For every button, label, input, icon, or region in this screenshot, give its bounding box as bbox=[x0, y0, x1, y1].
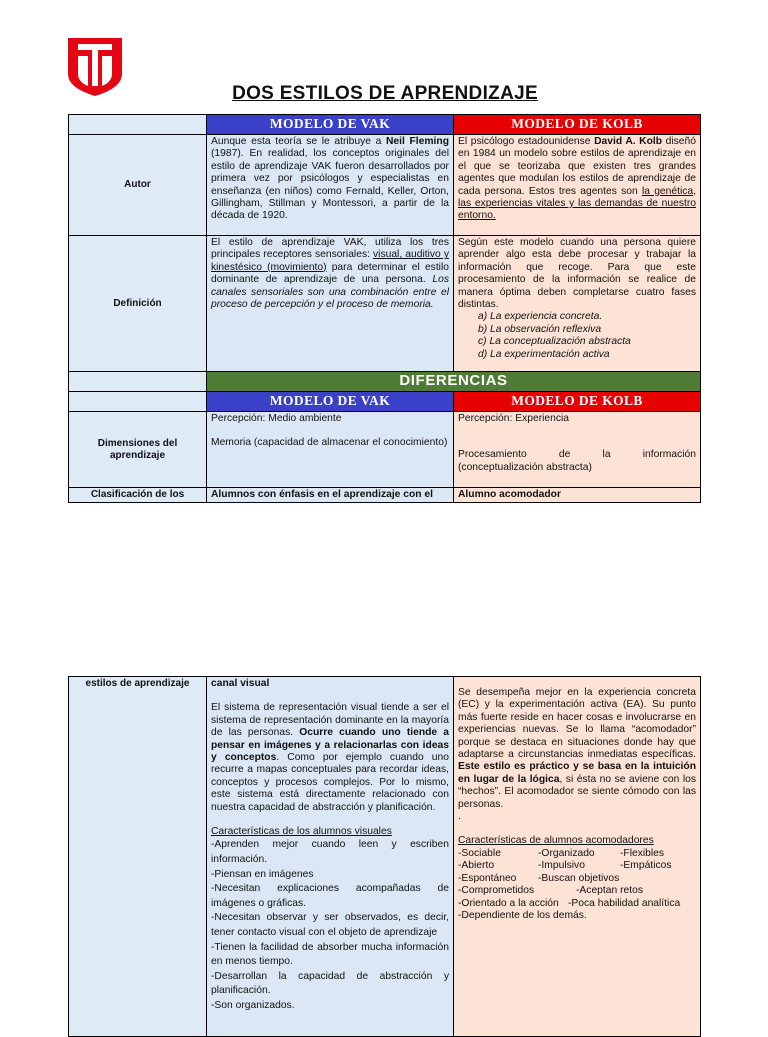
header-vak-2: MODELO DE VAK bbox=[207, 392, 454, 412]
row-label-dimensiones: Dimensiones del aprendizaje bbox=[69, 412, 207, 488]
header-kolb-2: MODELO DE KOLB bbox=[454, 392, 701, 412]
differences-blank bbox=[69, 372, 207, 392]
row-label-clasificacion-bottom: estilos de aprendizaje bbox=[69, 677, 207, 1037]
clasificacion-kolb-heading: Alumno acomodador bbox=[454, 488, 701, 503]
differences-header: DIFERENCIAS bbox=[207, 372, 701, 392]
row-label-clasificacion-top: Clasificación de los bbox=[69, 488, 207, 503]
dimensiones-kolb-cell: Percepción: Experiencia Procesamiento de la información (conceptualización abstracta) bbox=[454, 412, 701, 488]
autor-vak-cell: Aunque esta teoría se le atribuye a Neil Fleming (1987). En realidad, los conceptos originales del estilo de aprendizaje VAK fueron desarrollados por primera vez por psicólogos y especialistas en enseñanza (en niños) como Fernald, Keller, Orton, Gillingham, Stillman y Montessori, a partir de la década de 1920. bbox=[207, 135, 454, 236]
header-blank bbox=[69, 115, 207, 135]
autor-kolb-cell: El psicólogo estadounidense David A. Kolb diseñó en 1984 un modelo sobre estilos de aprendizaje en el que se teorizaba que existen tres grandes agentes que modulan los estilos de aprendizaje de cada persona. Estos tres agentes son la genética, las experiencias vitales y las demandas de nuestro entorno. bbox=[454, 135, 701, 236]
clasificacion-vak-heading: Alumnos con énfasis en el aprendizaje con el bbox=[207, 488, 454, 503]
header-kolb: MODELO DE KOLB bbox=[454, 115, 701, 135]
definicion-vak-cell: El estilo de aprendizaje VAK, utiliza los tres principales receptores sensoriales: visual, auditivo y kinestésico (movimiento) para determinar el estilo dominante de aprendizaje de una persona. Los canales sensoriales son una combinación entre el proceso de percepción y el proceso de memoria. bbox=[207, 236, 454, 372]
header-vak: MODELO DE VAK bbox=[207, 115, 454, 135]
kolb-phases-list: a) La experiencia concreta. b) La observación reflexiva c) La conceptualización abstracta d) La experimentación activa bbox=[478, 311, 631, 360]
clasificacion-vak-cell: canal visual El sistema de representación visual tiende a ser el sistema de representación dominante en la mayoría de las personas. Ocurre cuando uno tiende a pensar en imágenes y a relacionarlas con ideas y conceptos. Como por ejemplo cuando uno recurre a mapas conceptuales para recordar ideas, conceptos y procesos complejos. Por lo mismo, este sistema está directamente relacionado con nuestra capacidad de abstracción y planificación. Características de los alumnos visuales -Aprenden mejor cuando leen y escriben información. -Piensan en imágenes -Necesitan explicaciones acompañadas de imágenes o gráficas. -Necesitan observar y ser observados, es decir, tener contacto visual con el objeto de aprendizaje -Tienen la facilidad de absorber mucha información en menos tiempo. -Desarrollan la capacidad de abstracción y planificación. -Son organizados. bbox=[207, 677, 454, 1037]
comparison-table-bottom bbox=[68, 676, 701, 1037]
dimensiones-vak-cell: Percepción: Medio ambiente Memoria (capacidad de almacenar el conocimiento) bbox=[207, 412, 454, 488]
definicion-kolb-cell: Según este modelo cuando una persona quiere aprender algo esta debe procesar y trabajar la información que recoge. Para que este procesamiento de la información se realice de manera óptima deben completarse cuatro fases distintas. a) La experiencia concreta. b) La observación reflexiva c) La conceptualización abstracta d) La experimentación activa bbox=[454, 236, 701, 372]
row-label-definicion: Definición bbox=[69, 236, 207, 372]
university-logo bbox=[66, 34, 124, 98]
row-label-autor: Autor bbox=[69, 135, 207, 236]
document-title: DOS ESTILOS DE APRENDIZAJE bbox=[232, 83, 538, 104]
header-blank-2 bbox=[69, 392, 207, 412]
comparison-table-top bbox=[68, 114, 701, 503]
acomodador-traits: -Sociable -Organizado -Flexibles -Abierto -Impulsivo -Empáticos -Espontáneo -Buscan objetivos -Comprometidos -Aceptan retos -Orientado a la acción -Poca habilidad analítica -Dependiente de los demás. bbox=[458, 847, 681, 921]
clasificacion-kolb-cell: Se desempeña mejor en la experiencia concreta (EC) y la experimentación activa (EA). Su punto más fuerte reside en hacer cosas e involucrarse en experiencias nuevas. Se lo llama “acomodador” porque se destaca en situaciones donde hay que adaptarse a circunstancias inmediatas específicas. Este estilo es práctico y se basa en la intuición en lugar de la lógica, si ésta no se aviene con los “hechos”. El acomodador se siente cómodo con las personas. . Características de alumnos acomodadores -Sociable -Organizado -Flexibles -Abierto -Impulsivo -Empáticos -Espontáneo -Buscan objetivos -Comprometidos -Aceptan retos -Orientado a la acción -Poca habilidad analítica -Dependiente de los demás. bbox=[454, 677, 701, 1037]
